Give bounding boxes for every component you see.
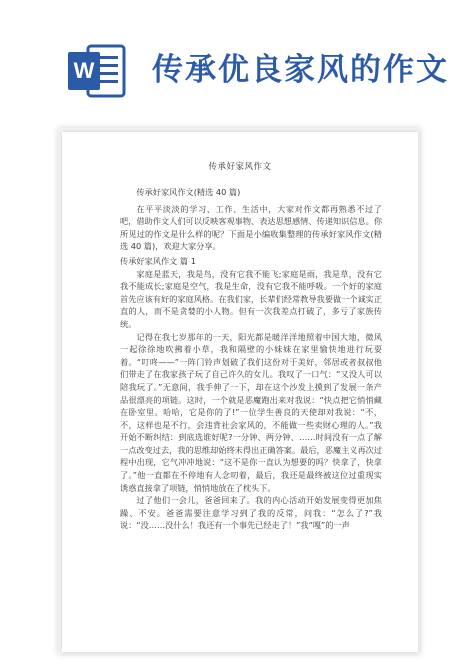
document-subtitle: 传承好家风作文(精选 40 篇) xyxy=(136,187,241,197)
document-body xyxy=(120,182,382,532)
body-paragraph: 过了他们一会儿，爸爸回来了。我的内心活动开始发展变得更加焦躁、不安。爸爸需要注意学习到了我的反常，问我：“怎么了?”我说：“没……没什么！我还有一个事先已经走了！”我“嘎”的一声 xyxy=(120,495,382,531)
intro-paragraph: 在平平淡淡的学习、工作、生活中，大家对作文都再熟悉不过了吧，借助作文人们可以反映客观事物、表达思想感情、传递知识信息。你所见过的作文是什么样的呢？下面是小编收集整理的传承好家风作文(精选 40 篇)，欢迎大家分享。 xyxy=(120,203,383,252)
document-page xyxy=(62,132,418,652)
section-heading: 传承好家风作文 篇 1 xyxy=(120,255,196,266)
banner-title: 传承优良家风的作文 xyxy=(152,52,449,88)
word-doc-icon xyxy=(66,40,128,102)
body-paragraph: 家庭是蓝天，我是鸟，没有它我不能飞;家庭是雨，我是草，没有它我不能成长;家庭是空气，我是生命，没有它我不能呼吸。一个好的家庭首先应该有好的家庭风格。在我们家，长辈们经常教导我要做一个诚实正直的人，而不是贪婪的小人物。但有一次我差点打破了，多亏了家族传统。 xyxy=(120,268,383,329)
svg-text:W: W xyxy=(73,58,95,83)
document-title: 传承好家风作文 xyxy=(208,162,272,172)
body-paragraph: 记得在我七岁那年的一天，阳光都是暖洋洋地照着中国大地，微风一起徐徐地吹拂着小草，我和隔壁的小妹妹在家里愉快地进行玩耍着。“叮咚——”一阵门铃声划破了我们这份对于美好，邻居或者叔叔他们带走了在我家孩子玩了自己许久的女儿。我叹了一口气：“又没人可以陪我玩了。”无意间，我手伸了一下，却在这个沙发上摸到了发展一条产品很漂亮的项链。这时，一个就是恶魔跑出来对我说：“快点把它悄悄藏在卧室里。哈哈，它是你的了!”一位学生善良的天使却对我说：“不，不，这样也是不行，会违背社会家风的，不能做一些卖财心理的人。”我开始不断纠结：到底选谁好呢?一分钟、两分钟、……时间没有一点了解一点改变过去，我的思维却始终未得出正确答案。最后，恶魔主义再次过程中出现，它气冲冲地说：“这不是你一直认为想要的吗？快拿了，快拿了。”他一直都在不停地有人念叨着，最后，我还是最终被这位过重现实诱惑直接拿了项链，悄悄地放在了枕头下。 xyxy=(120,331,383,493)
